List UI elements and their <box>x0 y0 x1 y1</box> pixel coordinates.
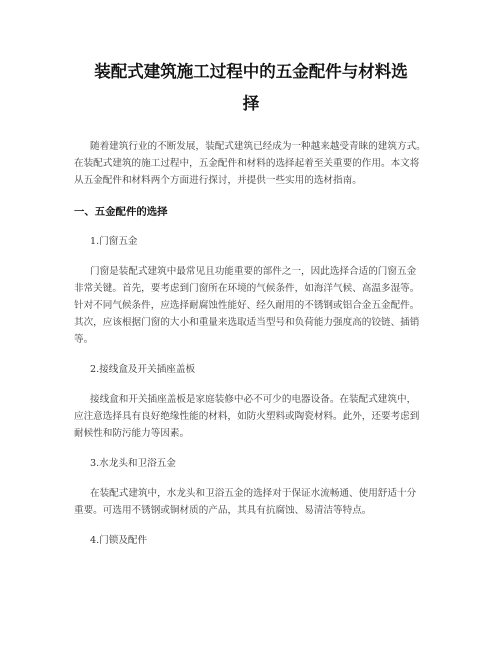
intro-line-2: 在装配式建筑的施工过程中，五金配件和材料的选择起着至关重要的作用。本文将 <box>74 158 420 169</box>
intro-line-3: 从五金配件和材料两个方面进行探讨，并提供一些实用的选材指南。 <box>74 175 362 186</box>
item-1-line-2: 非常关键。首先，要考虑到门窗所在环境的气候条件，如海洋气候、高温多湿等。 <box>74 283 420 294</box>
section-heading: 一、五金配件的选择 <box>74 206 168 218</box>
item-1-line-4: 其次，应该根据门窗的大小和重量来选取适当型号和负荷能力强度高的铰链、插销 <box>74 317 420 328</box>
item-2-line-3: 耐候性和防污能力等因素。 <box>74 428 190 439</box>
item-2-line-1: 接线盒和开关插座盖板是家庭装修中必不可少的电器设备。在装配式建筑中， <box>90 394 417 405</box>
item-title-3: 3.水龙头和卫浴五金 <box>90 458 176 469</box>
item-2-line-2: 应注意选择具有良好绝缘性能的材料，如防火塑料或陶瓷材料。此外，还要考虑到 <box>74 411 420 422</box>
item-1-line-5: 等。 <box>74 334 94 345</box>
item-3-line-2: 重要。可选用不锈钢或铜材质的产品，其具有抗腐蚀、易清洁等特点。 <box>74 505 372 516</box>
document-title-line-1: 装配式建筑施工过程中的五金配件与材料选 <box>94 62 408 81</box>
item-title-2: 2.接线盒及开关插座盖板 <box>90 364 196 375</box>
item-1-line-1: 门窗是装配式建筑中最常见且功能重要的部件之一，因此选择合适的门窗五金 <box>90 266 417 277</box>
item-title-1: 1.门窗五金 <box>90 236 138 247</box>
item-1-line-3: 针对不同气候条件，应选择耐腐蚀性能好、经久耐用的不锈钢或铝合金五金配件。 <box>74 300 420 311</box>
item-3-line-1: 在装配式建筑中，水龙头和卫浴五金的选择对于保证水流畅通、使用舒适十分 <box>90 488 417 499</box>
intro-line-1: 随着建筑行业的不断发展，装配式建筑已经成为一种越来越受青睐的建筑方式。 <box>90 141 426 152</box>
document-title-line-2: 择 <box>242 94 260 113</box>
item-title-4: 4.门锁及配件 <box>90 535 148 546</box>
